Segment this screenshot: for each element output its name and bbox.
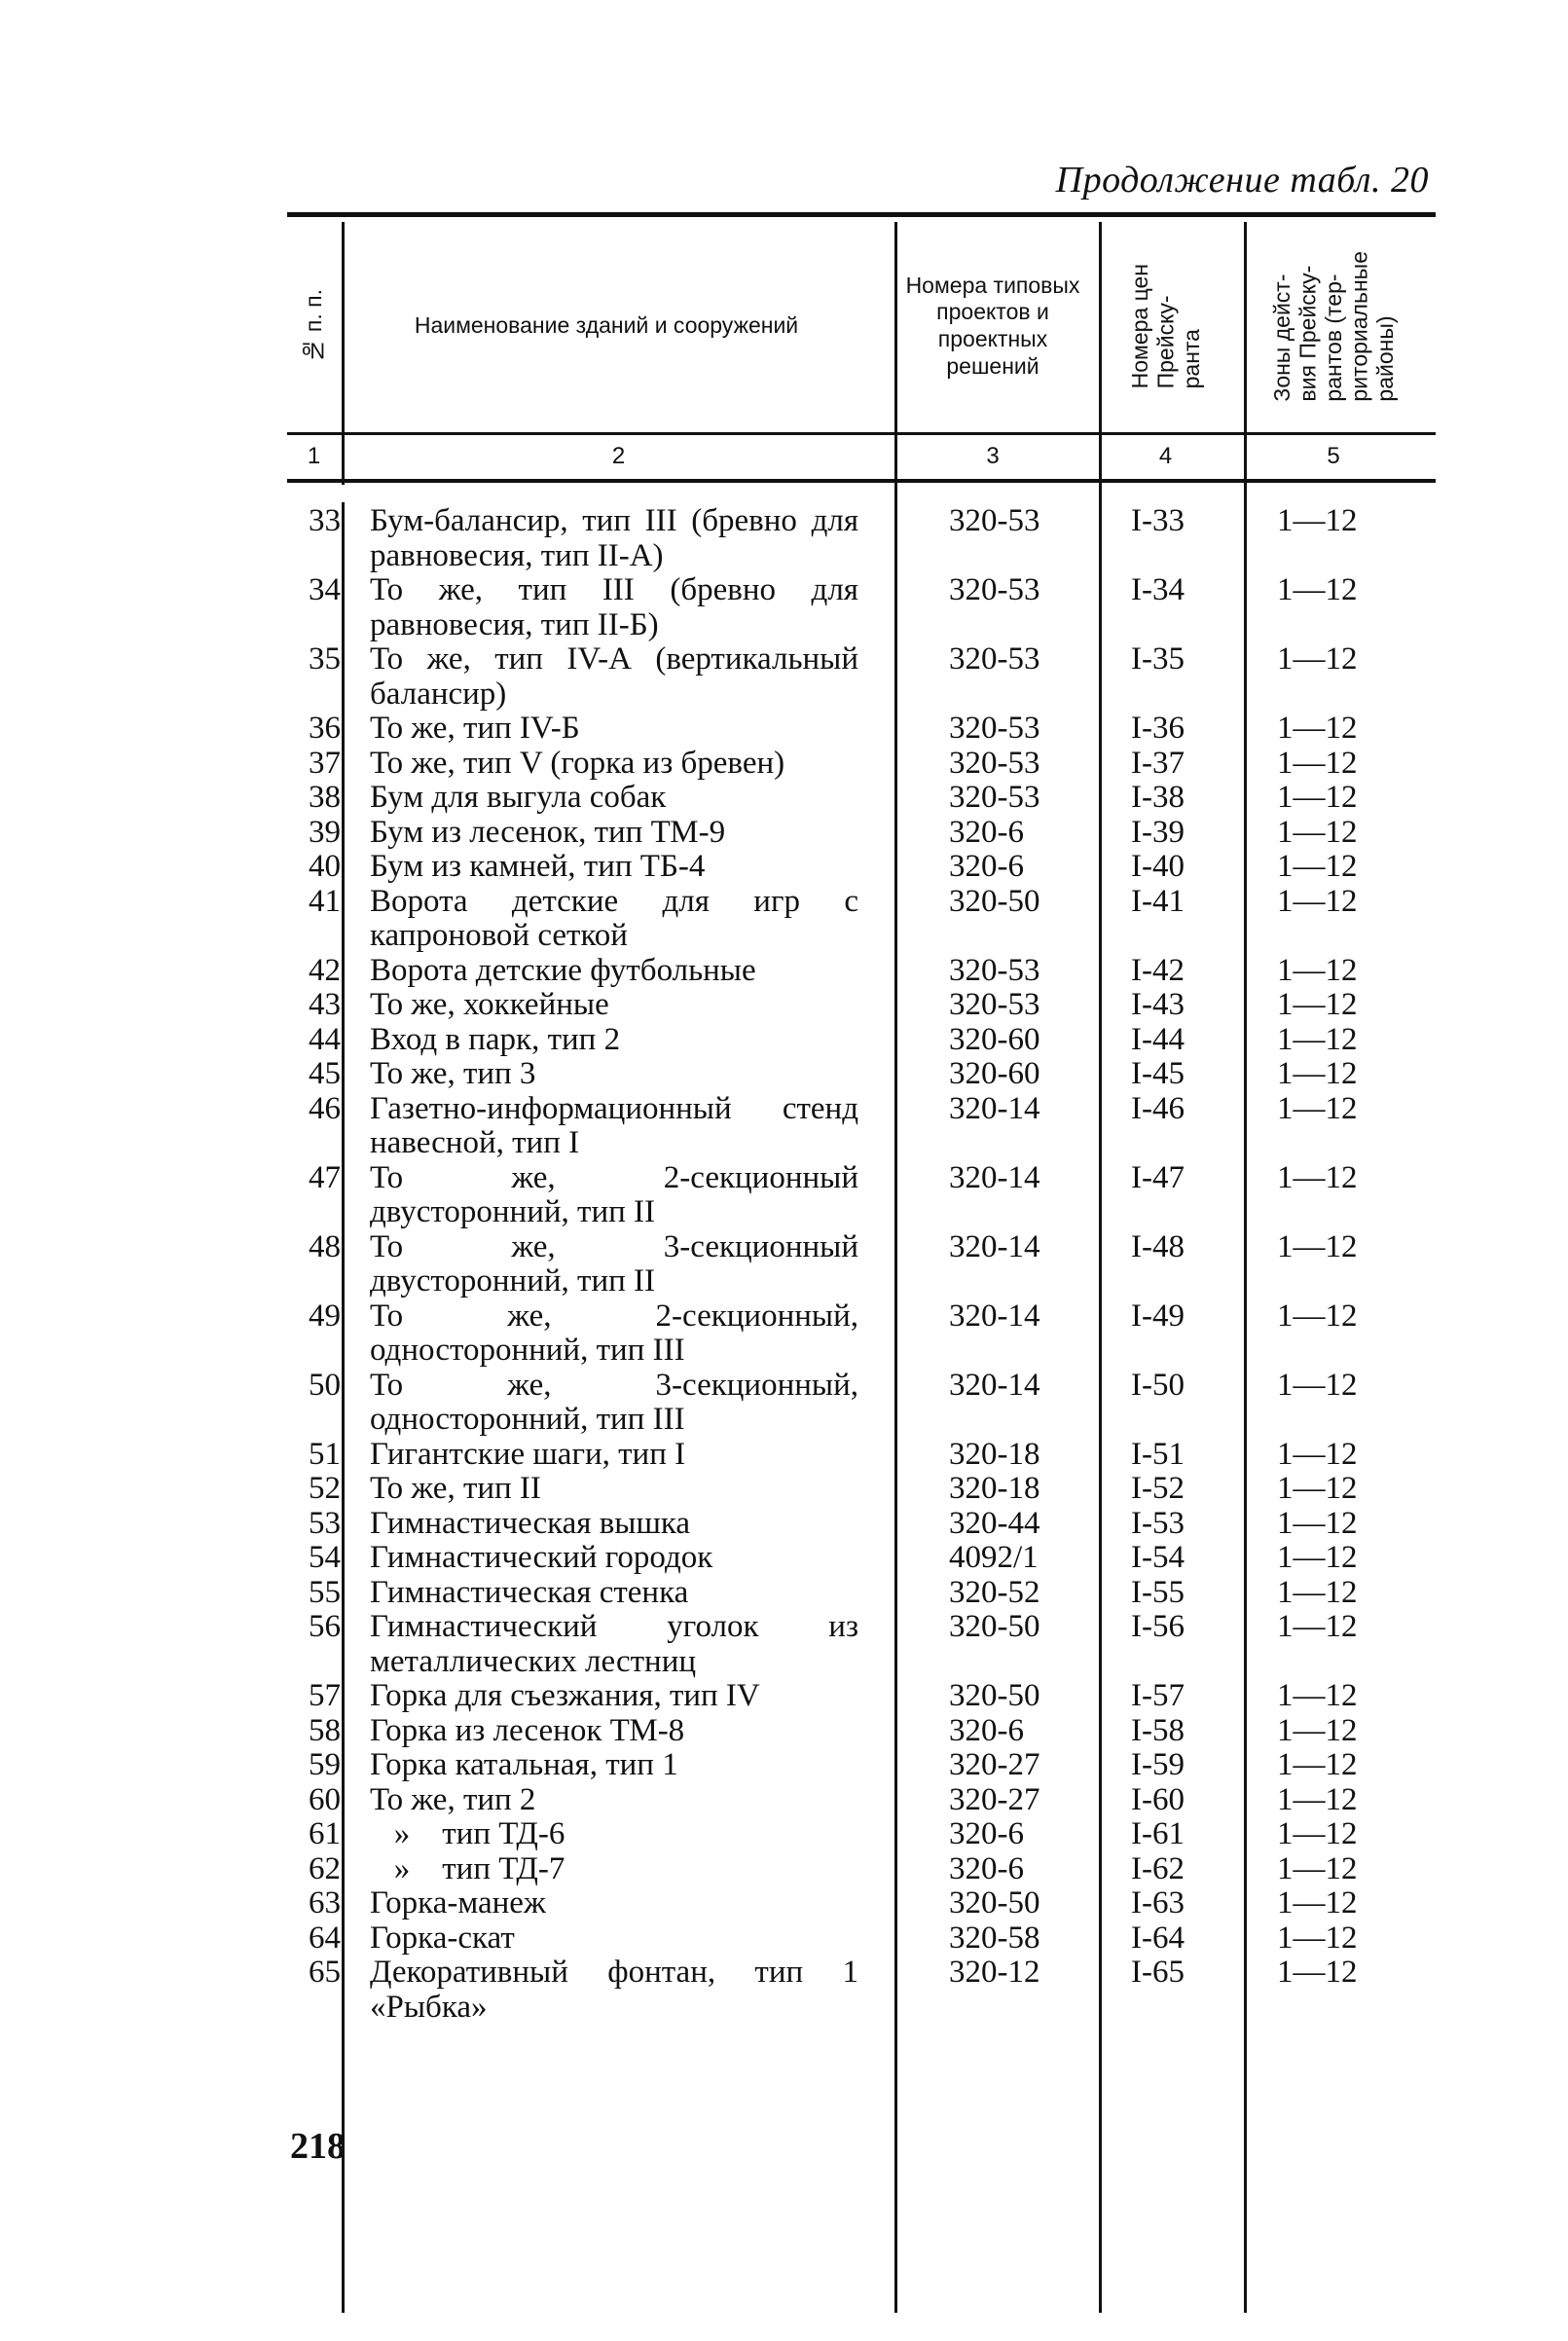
row-price-number: I-41 xyxy=(1131,883,1185,919)
row-number: 46 xyxy=(309,1090,341,1126)
row-number: 48 xyxy=(309,1228,341,1264)
row-zone: 1—12 xyxy=(1277,1712,1358,1748)
row-number: 58 xyxy=(309,1712,341,1748)
row-zone: 1—12 xyxy=(1277,814,1358,850)
row-number: 36 xyxy=(309,711,341,746)
row-number: 50 xyxy=(309,1367,341,1403)
row-number: 34 xyxy=(309,572,341,607)
row-zone: 1—12 xyxy=(1277,1540,1358,1575)
table-row xyxy=(287,1886,1436,1921)
row-name: То же, тип III (бревно для равновесия, тип II-Б) xyxy=(370,572,867,642)
row-project: 320-53 xyxy=(949,503,1040,538)
row-zone: 1—12 xyxy=(1277,1159,1358,1195)
row-zone: 1—12 xyxy=(1277,711,1358,746)
row-project: 320-12 xyxy=(949,1955,1040,1990)
row-name: То же, тип 3 xyxy=(370,1056,536,1091)
row-number: 59 xyxy=(309,1747,341,1782)
table-top-rule xyxy=(287,212,1436,217)
row-number: 42 xyxy=(309,952,341,988)
table-row xyxy=(287,816,1436,851)
row-project: 320-14 xyxy=(949,1159,1040,1195)
row-price-number: I-64 xyxy=(1131,1920,1185,1956)
row-price-number: I-33 xyxy=(1131,503,1185,538)
row-zone: 1—12 xyxy=(1277,1920,1358,1956)
row-name: Гимнастический уголок из металлических лестниц xyxy=(370,1609,867,1679)
row-project: 320-53 xyxy=(949,572,1040,607)
col-number-3: 3 xyxy=(986,443,1000,469)
table-row xyxy=(287,1679,1436,1714)
row-name: Горка для съезжания, тип IV xyxy=(370,1678,760,1713)
col-number-4: 4 xyxy=(1158,443,1173,469)
row-project: 320-14 xyxy=(949,1090,1040,1126)
row-zone: 1—12 xyxy=(1277,1574,1358,1610)
row-zone: 1—12 xyxy=(1277,1885,1358,1920)
table-row xyxy=(287,1507,1436,1542)
row-price-number: I-40 xyxy=(1131,849,1185,884)
row-name: Бум из камней, тип ТБ-4 xyxy=(370,849,706,884)
row-name: То же, тип II xyxy=(370,1471,541,1506)
row-number: 47 xyxy=(309,1159,341,1195)
page-number: 218 xyxy=(290,2126,346,2167)
row-name: То же, тип IV-Б xyxy=(370,711,580,746)
row-project: 320-50 xyxy=(949,1885,1040,1920)
header-cell-number xyxy=(287,220,341,432)
column-numbers-rule xyxy=(287,479,1436,483)
row-number: 39 xyxy=(309,814,341,850)
row-number: 37 xyxy=(309,745,341,781)
table-row xyxy=(287,747,1436,782)
row-project: 320-14 xyxy=(949,1228,1040,1264)
row-project: 320-6 xyxy=(949,1712,1024,1748)
row-project: 320-60 xyxy=(949,1021,1040,1057)
row-name: Горка катальная, тип 1 xyxy=(370,1747,678,1782)
row-zone: 1—12 xyxy=(1277,987,1358,1022)
row-zone: 1—12 xyxy=(1277,1436,1358,1472)
table-row xyxy=(287,954,1436,989)
row-price-number: I-42 xyxy=(1131,952,1185,988)
row-number: 43 xyxy=(309,987,341,1022)
table-row xyxy=(287,885,1436,954)
row-price-number: I-39 xyxy=(1131,814,1185,850)
row-number: 51 xyxy=(309,1436,341,1472)
row-project: 320-50 xyxy=(949,1678,1040,1713)
row-price-number: I-54 xyxy=(1131,1540,1185,1575)
row-zone: 1—12 xyxy=(1277,745,1358,781)
row-name: То же, 3-секционный, односторонний, тип III xyxy=(370,1367,867,1437)
table-row xyxy=(287,1369,1436,1438)
row-name: Гимнастический городок xyxy=(370,1540,713,1575)
row-name: Газетно-информационный стенд навесной, тип I xyxy=(370,1090,867,1160)
row-zone: 1—12 xyxy=(1277,1609,1358,1644)
row-number: 40 xyxy=(309,849,341,884)
row-price-number: I-51 xyxy=(1131,1436,1185,1472)
row-project: 320-50 xyxy=(949,883,1040,919)
table-row xyxy=(287,1230,1436,1299)
row-price-number: I-60 xyxy=(1131,1781,1185,1817)
row-name: Гимнастическая стенка xyxy=(370,1574,689,1610)
row-number: 49 xyxy=(309,1298,341,1334)
row-price-number: I-53 xyxy=(1131,1505,1185,1541)
header-name-text: Наименование зданий и сооружений xyxy=(414,312,799,339)
row-project: 320-60 xyxy=(949,1056,1040,1091)
row-name: Горка-скат xyxy=(370,1920,515,1956)
row-number: 53 xyxy=(309,1505,341,1541)
row-name: Декоративный фонтан, тип 1 «Рыбка» xyxy=(370,1955,867,2025)
row-number: 64 xyxy=(309,1920,341,1956)
row-project: 320-53 xyxy=(949,711,1040,746)
table-row xyxy=(287,1610,1436,1679)
row-zone: 1—12 xyxy=(1277,1367,1358,1403)
row-name: » тип ТД-7 xyxy=(370,1850,565,1886)
table-row xyxy=(287,1817,1436,1852)
row-project: 320-53 xyxy=(949,952,1040,988)
table-row xyxy=(287,1472,1436,1507)
row-price-number: I-38 xyxy=(1131,780,1185,815)
row-price-number: I-48 xyxy=(1131,1228,1185,1264)
header-cell-name xyxy=(344,220,869,432)
table-row xyxy=(287,988,1436,1023)
table-row xyxy=(287,1748,1436,1783)
row-zone: 1—12 xyxy=(1277,849,1358,884)
row-price-number: I-37 xyxy=(1131,745,1185,781)
row-number: 35 xyxy=(309,641,341,677)
row-price-number: I-57 xyxy=(1131,1678,1185,1713)
row-name: То же, 2-секционный, односторонний, тип III xyxy=(370,1298,867,1368)
header-project-text: Номера типовых проектов и проектных решений xyxy=(905,272,1080,379)
table-row xyxy=(287,573,1436,642)
row-number: 41 xyxy=(309,883,341,919)
row-project: 320-18 xyxy=(949,1471,1040,1506)
table-row xyxy=(287,1299,1436,1369)
row-zone: 1—12 xyxy=(1277,1228,1358,1264)
row-price-number: I-58 xyxy=(1131,1712,1185,1748)
row-zone: 1—12 xyxy=(1277,1471,1358,1506)
row-project: 320-27 xyxy=(949,1781,1040,1817)
row-number: 63 xyxy=(309,1885,341,1920)
row-price-number: I-34 xyxy=(1131,572,1185,607)
table-row xyxy=(287,781,1436,816)
row-name: » тип ТД-6 xyxy=(370,1816,565,1851)
row-price-number: I-46 xyxy=(1131,1090,1185,1126)
table-row xyxy=(287,1714,1436,1749)
row-name: Бум для выгула собак xyxy=(370,780,667,815)
row-name: Горка из лесенок ТМ-8 xyxy=(370,1712,685,1748)
row-price-number: I-50 xyxy=(1131,1367,1185,1403)
row-name: Бум-балансир, тип III (бревно для равновесия, тип II-А) xyxy=(370,503,867,573)
row-zone: 1—12 xyxy=(1277,1298,1358,1334)
table-row xyxy=(287,1438,1436,1473)
row-project: 320-53 xyxy=(949,987,1040,1022)
row-price-number: I-55 xyxy=(1131,1574,1185,1610)
row-price-number: I-52 xyxy=(1131,1471,1185,1506)
row-number: 61 xyxy=(309,1816,341,1851)
header-cell-project xyxy=(900,220,1085,432)
row-zone: 1—12 xyxy=(1277,883,1358,919)
table-row xyxy=(287,504,1436,573)
row-project: 320-53 xyxy=(949,780,1040,815)
row-number: 44 xyxy=(309,1021,341,1057)
row-name: То же, 2-секционный двусторонний, тип II xyxy=(370,1159,867,1229)
row-price-number: I-36 xyxy=(1131,711,1185,746)
row-name: То же, тип V (горка из бревен) xyxy=(370,745,785,781)
row-name: Ворота детские для игр с капроновой сеткой xyxy=(370,883,867,953)
row-project: 320-27 xyxy=(949,1747,1040,1782)
row-zone: 1—12 xyxy=(1277,952,1358,988)
row-name: Вход в парк, тип 2 xyxy=(370,1021,621,1057)
row-zone: 1—12 xyxy=(1277,1955,1358,1990)
row-zone: 1—12 xyxy=(1277,1090,1358,1126)
row-number: 60 xyxy=(309,1781,341,1817)
row-zone: 1—12 xyxy=(1277,641,1358,677)
row-price-number: I-56 xyxy=(1131,1609,1185,1644)
table-body xyxy=(287,504,1436,2025)
row-zone: 1—12 xyxy=(1277,1056,1358,1091)
table-row xyxy=(287,712,1436,747)
table-row xyxy=(287,850,1436,885)
row-zone: 1—12 xyxy=(1277,780,1358,815)
row-zone: 1—12 xyxy=(1277,1678,1358,1713)
row-number: 65 xyxy=(309,1955,341,1990)
col-number-1: 1 xyxy=(307,443,321,469)
row-project: 320-14 xyxy=(949,1367,1040,1403)
row-name: То же, тип 2 xyxy=(370,1781,536,1817)
row-price-number: I-44 xyxy=(1131,1021,1185,1057)
row-project: 320-50 xyxy=(949,1609,1040,1644)
row-project: 320-6 xyxy=(949,1816,1024,1851)
row-number: 54 xyxy=(309,1540,341,1575)
row-zone: 1—12 xyxy=(1277,1850,1358,1886)
row-zone: 1—12 xyxy=(1277,1021,1358,1057)
col-number-5: 5 xyxy=(1327,443,1340,469)
row-zone: 1—12 xyxy=(1277,1505,1358,1541)
table-row xyxy=(287,1023,1436,1058)
row-zone: 1—12 xyxy=(1277,1816,1358,1851)
table-row xyxy=(287,1057,1436,1092)
row-price-number: I-65 xyxy=(1131,1955,1185,1990)
row-project: 320-58 xyxy=(949,1920,1040,1956)
header-cell-zone xyxy=(1251,220,1416,432)
table-row xyxy=(287,1092,1436,1161)
row-zone: 1—12 xyxy=(1277,572,1358,607)
row-name: Горка-манеж xyxy=(370,1885,546,1920)
row-name: Бум из лесенок, тип ТМ-9 xyxy=(370,814,726,850)
row-project: 320-6 xyxy=(949,814,1024,850)
table-row xyxy=(287,1956,1436,2025)
row-project: 320-6 xyxy=(949,849,1024,884)
row-project: 320-52 xyxy=(949,1574,1040,1610)
row-number: 57 xyxy=(309,1678,341,1713)
row-price-number: I-62 xyxy=(1131,1850,1185,1886)
row-name: Гимнастическая вышка xyxy=(370,1505,691,1541)
table-row xyxy=(287,1541,1436,1576)
row-number: 55 xyxy=(309,1574,341,1610)
row-price-number: I-63 xyxy=(1131,1885,1185,1920)
row-number: 52 xyxy=(309,1471,341,1506)
row-name: Гигантские шаги, тип I xyxy=(370,1436,686,1472)
row-number: 45 xyxy=(309,1056,341,1091)
col-divider-1-header xyxy=(342,222,345,485)
row-name: Ворота детские футбольные xyxy=(370,952,756,988)
row-project: 320-6 xyxy=(949,1850,1024,1886)
header-zone-text: Зоны дейст- вия Прейску- рантов (тер- риториальные районы) xyxy=(1268,250,1398,402)
row-project: 320-18 xyxy=(949,1436,1040,1472)
row-number: 33 xyxy=(309,503,341,538)
row-name: То же, 3-секционный двусторонний, тип II xyxy=(370,1228,867,1299)
table-row xyxy=(287,1576,1436,1611)
col-number-2: 2 xyxy=(611,443,626,469)
row-name: То же, тип IV-А (вертикальный балансир) xyxy=(370,641,867,712)
table-caption: Продолжение табл. 20 xyxy=(1055,160,1429,201)
row-number: 62 xyxy=(309,1850,341,1886)
row-price-number: I-35 xyxy=(1131,641,1185,677)
row-number: 38 xyxy=(309,780,341,815)
row-price-number: I-59 xyxy=(1131,1747,1185,1782)
header-number-text: № п. п. xyxy=(301,288,327,364)
row-price-number: I-49 xyxy=(1131,1298,1185,1334)
row-price-number: I-61 xyxy=(1131,1816,1185,1851)
row-number: 56 xyxy=(309,1609,341,1644)
row-zone: 1—12 xyxy=(1277,1747,1358,1782)
row-zone: 1—12 xyxy=(1277,503,1358,538)
table-row xyxy=(287,1852,1436,1887)
row-price-number: I-43 xyxy=(1131,987,1185,1022)
row-project: 320-14 xyxy=(949,1298,1040,1334)
header-price-text: Номера цен Прейску- ранта xyxy=(1126,263,1204,389)
table-row xyxy=(287,1783,1436,1818)
row-project: 320-53 xyxy=(949,641,1040,677)
row-zone: 1—12 xyxy=(1277,1781,1358,1817)
row-price-number: I-47 xyxy=(1131,1159,1185,1195)
row-name: То же, хоккейные xyxy=(370,987,609,1022)
table-row xyxy=(287,1161,1436,1230)
row-price-number: I-45 xyxy=(1131,1056,1185,1091)
header-cell-price xyxy=(1105,220,1226,432)
row-project: 4092/1 xyxy=(949,1540,1039,1575)
row-project: 320-44 xyxy=(949,1505,1040,1541)
table-row xyxy=(287,1921,1436,1957)
table-row xyxy=(287,642,1436,712)
row-project: 320-53 xyxy=(949,745,1040,781)
